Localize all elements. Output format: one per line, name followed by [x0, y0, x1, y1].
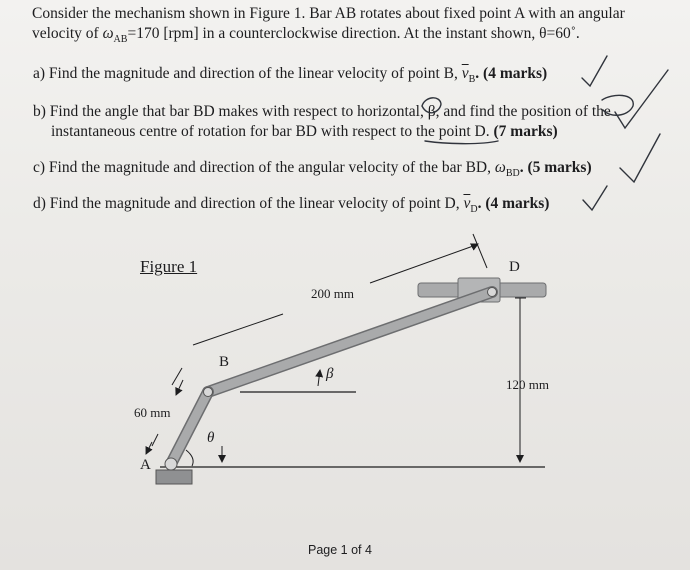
v-d-symbol: $\overline{v}$: [463, 195, 471, 212]
question-a-text: a) Find the magnitude and direction of the linear velocity of point B,: [33, 65, 462, 82]
intro-line-2-end: =170 [rpm] in a counterclockwise direction. At the instant shown, θ=60˚.: [127, 25, 580, 42]
label-b: B: [219, 354, 230, 370]
dim-ab-arrow-top: [176, 380, 183, 395]
dim-bd-tick-b: [172, 368, 182, 385]
question-c-text: c) Find the magnitude and direction of the angular velocity of the bar BD,: [33, 159, 495, 176]
ground-support: [156, 470, 192, 484]
dim-120mm-label: 120 mm: [506, 377, 549, 392]
pin-d: [488, 288, 497, 297]
intro-line-1: Consider the mechanism shown in Figure 1. Bar AB rotates about fixed point A with an angular: [32, 5, 625, 22]
pin-a: [165, 458, 177, 470]
question-b-marks: (7 marks): [493, 123, 558, 140]
dim-60mm-label: 60 mm: [134, 405, 171, 420]
beta-arrow: [318, 370, 320, 386]
v-b-symbol: $\overline{v}$: [461, 65, 469, 82]
omega-ab-symbol: ω: [102, 25, 114, 42]
dim-200mm-label: 200 mm: [311, 286, 354, 301]
omega-bd-symbol: ω: [494, 159, 506, 176]
page-number: Page 1 of 4: [308, 543, 372, 557]
question-d-text: d) Find the magnitude and direction of the linear velocity of point D,: [33, 195, 464, 212]
intro-line-2-start: velocity of: [32, 25, 103, 42]
dim-bd-tick-d: [473, 234, 487, 268]
theta-arc: [186, 450, 193, 466]
question-b-line-2: instantaneous centre of rotation for bar BD with respect to the point D.: [51, 123, 494, 140]
dim-bd-line-left: [193, 314, 283, 345]
dim-ab-tick: [152, 434, 158, 446]
v-d-subscript: D: [470, 204, 478, 216]
question-b-line-1: b) Find the angle that bar BD makes with respect to horizontal, β, and find the position of the: [33, 103, 611, 120]
omega-bd-subscript: BD: [505, 168, 520, 180]
question-d-marks: . (4 marks): [477, 195, 550, 212]
bar-bd: [208, 292, 492, 392]
dim-ab-arrow-bottom: [146, 442, 152, 454]
label-theta: θ: [207, 430, 215, 446]
label-d: D: [509, 259, 520, 275]
v-b-subscript: B: [468, 74, 476, 86]
pin-b: [204, 388, 213, 397]
dim-bd-line-right: [370, 245, 476, 283]
figure-title: Figure 1: [140, 257, 198, 276]
question-c-marks: . (5 marks): [519, 159, 592, 176]
label-beta: β: [326, 366, 334, 382]
omega-ab-subscript: AB: [113, 34, 128, 46]
label-a: A: [140, 457, 151, 473]
question-a-marks: . (4 marks): [475, 65, 548, 82]
